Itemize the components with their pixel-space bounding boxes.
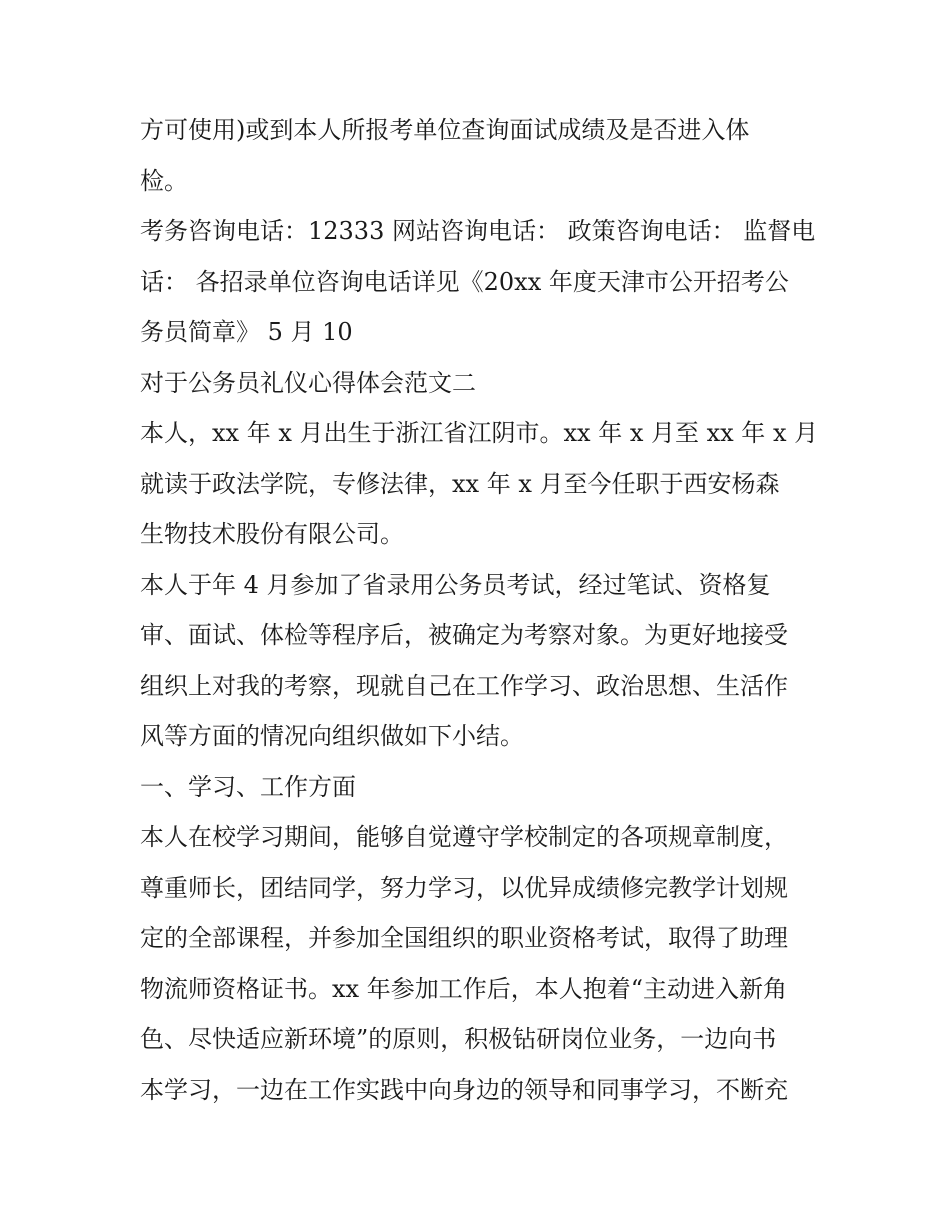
text-line: 务员简章》 5 月 10 (140, 318, 353, 346)
text-line: 定的全部课程，并参加全国组织的职业资格考试，取得了助理 (140, 924, 788, 952)
text-line: 本人在校学习期间，能够自觉遵守学校制定的各项规章制度， (140, 823, 788, 851)
text-line: 话： 各招录单位咨询电话详见《20xx 年度天津市公开招考公 (140, 267, 789, 296)
text-line: 风等方面的情况向组织做如下小结。 (140, 722, 524, 750)
section-heading: 对于公务员礼仪心得体会范文二 (140, 368, 476, 397)
section-heading: 一、学习、工作方面 (140, 772, 356, 801)
text-line: 本学习，一边在工作实践中向身边的领导和同事学习，不断充 (140, 1075, 788, 1104)
text-line: 物流师资格证书。xx 年参加工作后，本人抱着“主动进入新角 (140, 974, 787, 1003)
text-line: 检。 (140, 166, 188, 195)
text-line: 色、尽快适应新环境”的原则，积极钻研岗位业务，一边向书 (140, 1025, 777, 1053)
document-body (140, 105, 820, 1115)
text-line: 尊重师长，团结同学，努力学习，以优异成绩修完教学计划规 (140, 873, 788, 902)
text-line: 就读于政法学院，专修法律，xx 年 x 月至今任职于西安杨森 (140, 469, 780, 498)
text-line: 生物技术股份有限公司。 (140, 520, 404, 548)
text-line: 组织上对我的考察，现就自己在工作学习、政治思想、生活作 (140, 671, 788, 700)
text-line: 考务咨询电话：12333 网站咨询电话： 政策咨询电话： 监督电 (140, 217, 816, 245)
text-line: 方可使用)或到本人所报考单位查询面试成绩及是否进入体 (140, 116, 750, 144)
text-line: 本人于年 4 月参加了省录用公务员考试，经过笔试、资格复 (140, 570, 771, 599)
text-line: 本人，xx 年 x 月出生于浙江省江阴市。xx 年 x 月至 xx 年 x 月 (140, 419, 819, 447)
text-line: 审、面试、体检等程序后，被确定为考察对象。为更好地接受 (140, 621, 788, 649)
